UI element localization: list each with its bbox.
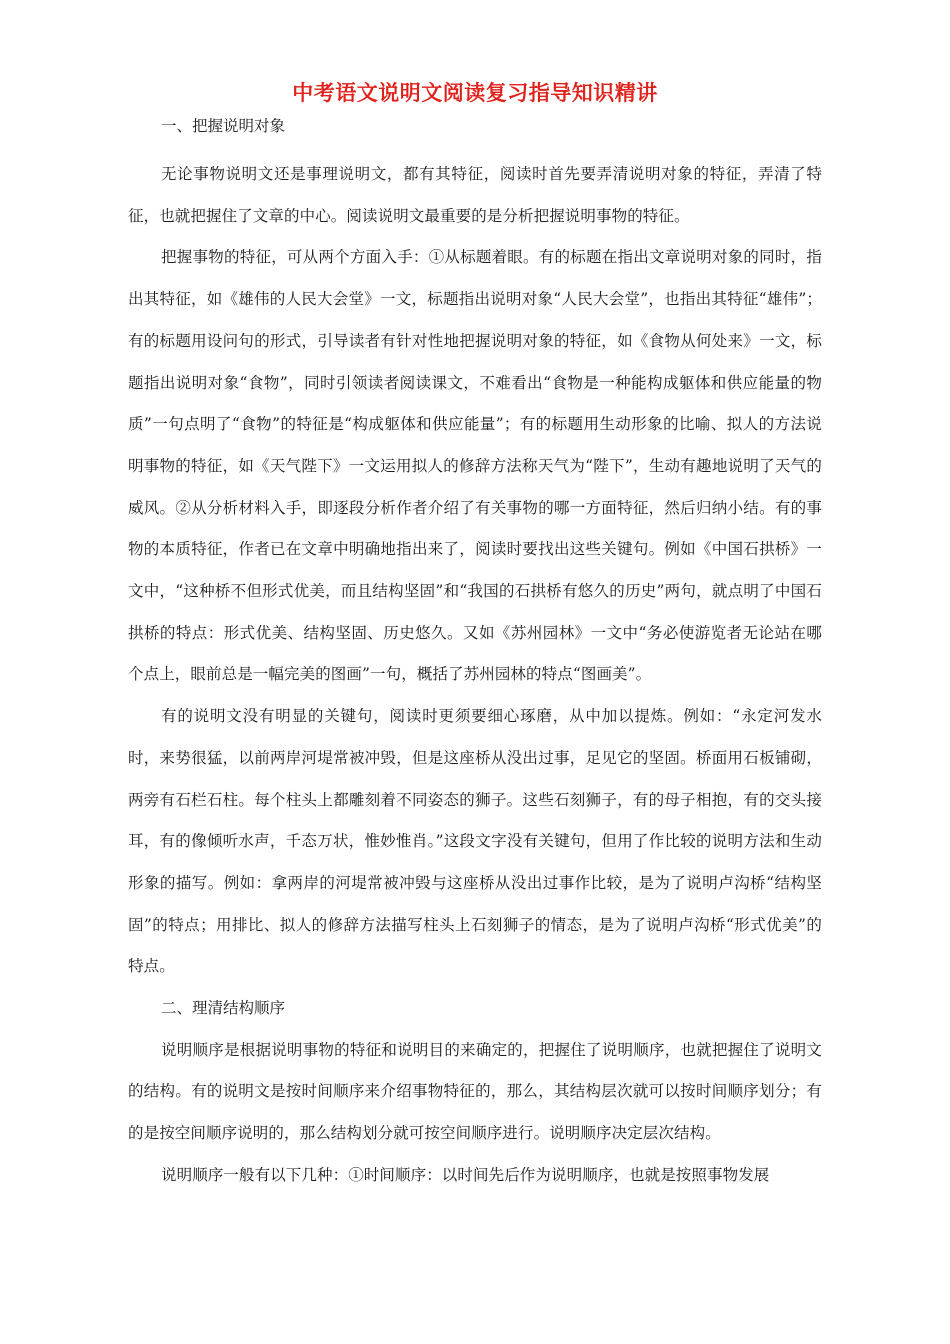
section-heading-1: 一、把握说明对象 [161,117,286,135]
paragraph: 有的说明文没有明显的关键句，阅读时更须要细心琢磨，从中加以提炼。例如：“永定河发水时，来势很猛，以前两岸河堤常被冲毁，但是这座桥从没出过事，足见它的坚固。桥面用石板铺砌，两旁有石栏石柱。每个柱头上都雕刻着不同姿态的狮子。这些石刻狮子，有的母子相抱，有的交头接耳，有的像倾听水声，千态万状，惟妙惟肖。”这段文字没有关键句，但用了作比较的说明方法和生动形象的描写。例如：拿两岸的河堤常被冲毁与这座桥从没出过事作比较，是为了说明卢沟桥“结构坚固”的特点；用排比、拟人的修辞方法描写柱头上石刻狮子的情态，是为了说明卢沟桥“形式优美”的特点。 [128,707,822,976]
document-title: 中考语文说明文阅读复习指导知识精讲 [292,80,658,105]
document-page [128,72,822,1197]
paragraph: 说明顺序一般有以下几种：①时间顺序：以时间先后作为说明顺序，也就是按照事物发展 [161,1165,770,1184]
paragraph: 无论事物说明文还是事理说明文，都有其特征，阅读时首先要弄清说明对象的特征，弄清了特征，也就把握住了文章的中心。阅读说明文最重要的是分析把握说明事物的特征。 [128,165,822,225]
paragraph: 把握事物的特征，可从两个方面入手：①从标题着眼。有的标题在指出文章说明对象的同时，指出其特征，如《雄伟的人民大会堂》一文，标题指出说明对象“人民大会堂”，也指出其特征“雄伟”；有的标题用设问句的形式，引导读者有针对性地把握说明对象的特征，如《食物从何处来》一文，标题指出说明对象“食物”，同时引领读者阅读课文，不难看出“食物是一种能构成躯体和供应能量的物质”一句点明了“食物”的特征是“构成躯体和供应能量”；有的标题用生动形象的比喻、拟人的方法说明事物的特征，如《天气陛下》一文运用拟人的修辞方法称天气为“陛下”，生动有趣地说明了天气的威风。②从分析材料入手，即逐段分析作者介绍了有关事物的哪一方面特征，然后归纳小结。有的事物的本质特征，作者已在文章中明确地指出来了，阅读时要找出这些关键句。例如《中国石拱桥》一文中，“这种桥不但形式优美，而且结构坚固”和“我国的石拱桥有悠久的历史”两句，就点明了中国石拱桥的特点：形式优美、结构坚固、历史悠久。又如《苏州园林》一文中“务必使游览者无论站在哪个点上，眼前总是一幅完美的图画”一句，概括了苏州园林的特点“图画美”。 [128,248,822,684]
section-heading-2: 二、理清结构顺序 [161,999,286,1018]
paragraph: 说明顺序是根据说明事物的特征和说明目的来确定的，把握住了说明顺序，也就把握住了说明文的结构。有的说明文是按时间顺序来介绍事物特征的，那么，其结构层次就可以按时间顺序划分；有的是按空间顺序说明的，那么结构划分就可按空间顺序进行。说明顺序决定层次结构。 [128,1040,822,1143]
